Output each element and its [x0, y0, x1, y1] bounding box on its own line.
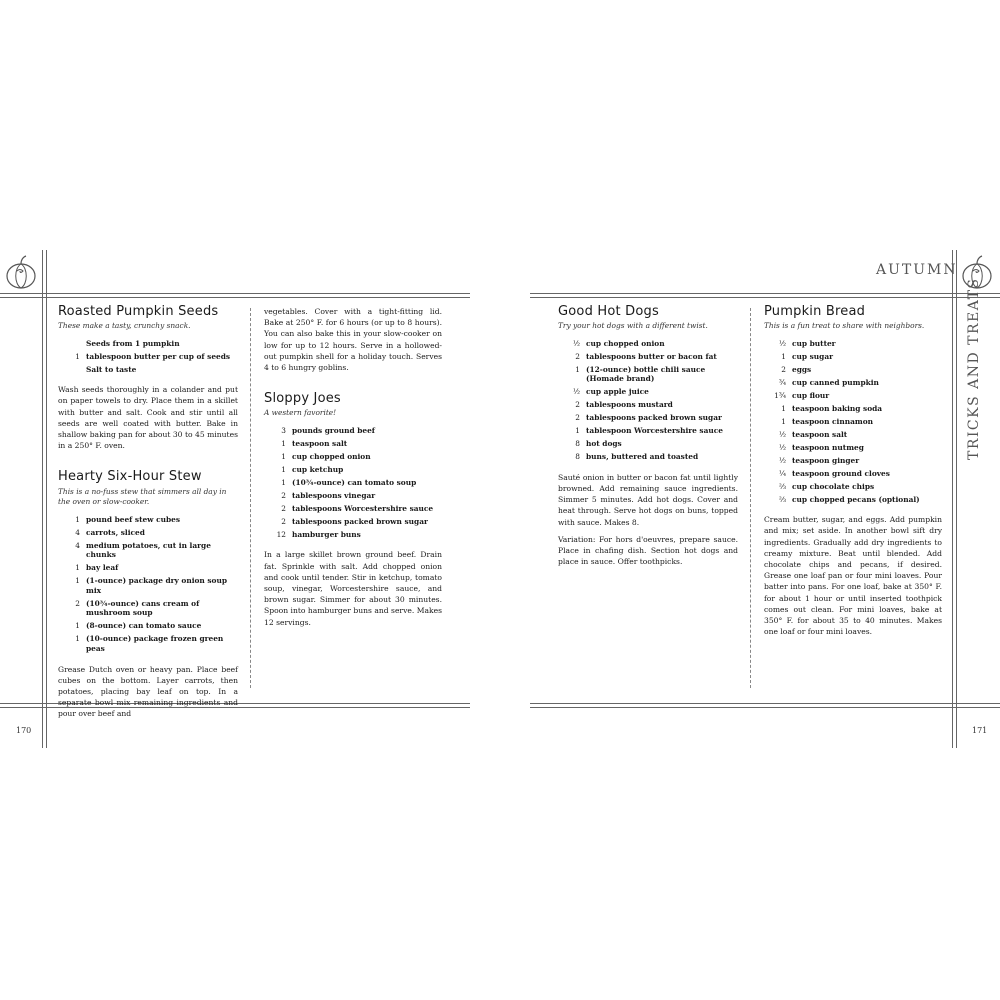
ingredient-text: tablespoons packed brown sugar — [292, 516, 428, 526]
ingredient-item — [264, 504, 442, 514]
ingredient-text: tablespoon Worcestershire sauce — [586, 426, 723, 436]
ingredient-text: cup canned pumpkin — [792, 377, 879, 387]
ingredient-item — [264, 478, 442, 488]
ingredient-item — [58, 515, 238, 525]
ingredient-qty: 1 — [75, 351, 80, 361]
ingredient-text: carrots, sliced — [86, 527, 145, 537]
ingredient-qty: 1 — [75, 576, 80, 586]
ingredient-qty: 2 — [75, 598, 80, 608]
ingredient-list — [558, 339, 738, 462]
ingredient-text: teaspoon ground cloves — [792, 468, 890, 478]
recipe-title: Hearty Six-Hour Stew — [58, 469, 202, 485]
ingredient-item — [764, 495, 942, 505]
ingredient-text: cup flour — [792, 390, 830, 400]
ingredient-qty: 2 — [575, 400, 580, 410]
ingredient-qty — [58, 339, 86, 349]
ingredient-text: pounds ground beef — [292, 425, 375, 435]
chapter-title: TRICKS AND TREATS — [966, 277, 982, 460]
ingredient-item — [558, 387, 738, 397]
right-page-side-rule — [952, 250, 957, 748]
ingredient-text: (10¾-ounce) cans cream of mushroom soup — [86, 598, 200, 618]
ingredient-qty: 8 — [575, 439, 580, 449]
ingredient-text: tablespoons Worcestershire sauce — [292, 503, 434, 513]
ingredient-item — [264, 517, 442, 527]
left-page-side-rule — [42, 250, 47, 748]
ingredient-qty: 1 — [281, 477, 286, 487]
ingredient-qty: ⅔ — [778, 481, 786, 491]
ingredient-item — [58, 365, 238, 375]
left-page-top-rule — [0, 293, 470, 298]
ingredient-qty: 1¾ — [774, 390, 786, 400]
ingredient-item — [764, 469, 942, 479]
left-column-divider — [250, 308, 251, 688]
ingredient-text: tablespoons vinegar — [292, 490, 376, 500]
ingredient-item — [558, 439, 738, 449]
ingredient-text: hot dogs — [586, 439, 622, 449]
recipe-directions: Cream butter, sugar, and eggs. Add pumpkin and mix; set aside. In another bowl sift dry ingredients. Gradually add dry ingredients to creamy mixture. Beat until blended. Add chocolate chips and pecans, if desired. Grease one loaf pan or four mini loaves. Pour batter into pans. For one loaf, bake at 350° F. for about 1 hour or until inserted toothpick comes out clean. For mini loaves, bake at 350° F. for about 35 to 40 minutes. Makes one loaf or four mini loaves. — [764, 515, 942, 637]
ingredient-item — [58, 528, 238, 538]
ingredient-item — [558, 400, 738, 410]
section-header: AUTUMN — [876, 262, 958, 278]
ingredient-text: cup butter — [792, 338, 836, 348]
ingredient-qty: 1 — [281, 438, 286, 448]
ingredient-qty: 2 — [281, 490, 286, 500]
ingredient-item — [558, 365, 738, 384]
ingredient-item — [764, 339, 942, 349]
ingredient-item — [764, 404, 942, 414]
ingredient-text: cup sugar — [792, 351, 833, 361]
ingredient-text: hamburger buns — [292, 529, 361, 539]
ingredient-qty: 2 — [575, 413, 580, 423]
ingredient-qty: 1 — [781, 403, 786, 413]
ingredient-item — [764, 443, 942, 453]
ingredient-text: cup chopped onion — [292, 451, 371, 461]
recipe-directions-continued: vegetables. Cover with a tight-fitting lid. Bake at 250° F. for 6 hours (or up to 8 hours). You can also bake this in your slow-cooker on low for up to 12 hours. Serve in a hollowed-out pumpkin shell for a holiday touch. Serves 4 to 6 hungry goblins. — [264, 307, 442, 373]
right-page-number: 171 — [972, 726, 988, 735]
ingredient-text: (10-ounce) package frozen green peas — [86, 634, 224, 653]
ingredient-text: cup ketchup — [292, 464, 344, 474]
left-column-2 — [264, 306, 442, 634]
ingredient-item — [58, 563, 238, 573]
ingredient-item — [58, 576, 238, 595]
recipe-variation: Variation: For hors d'oeuvres, prepare sauce. Place in chafing dish. Section hot dogs and place in sauce. Offer toothpicks. — [558, 534, 738, 567]
ingredient-item — [58, 621, 238, 631]
ingredient-item — [764, 391, 942, 401]
ingredient-text: teaspoon salt — [292, 438, 348, 448]
ingredient-item — [58, 541, 238, 560]
ingredient-text: Salt to taste — [86, 364, 137, 374]
ingredient-text: (1-ounce) package dry onion soup mix — [86, 576, 228, 595]
ingredient-text: cup chopped pecans (optional) — [792, 494, 920, 504]
recipe-title: Good Hot Dogs — [558, 304, 659, 319]
ingredient-text: tablespoons butter or bacon fat — [586, 351, 717, 361]
ingredient-item — [264, 491, 442, 501]
ingredient-item — [764, 417, 942, 427]
ingredient-text: tablespoons packed brown sugar — [586, 413, 722, 423]
ingredient-item — [558, 452, 738, 462]
ingredient-qty: ½ — [778, 338, 786, 348]
right-column-divider — [750, 308, 751, 688]
ingredient-item — [264, 426, 442, 436]
pumpkin-icon — [4, 254, 38, 290]
ingredient-qty: ¾ — [778, 377, 786, 387]
ingredient-qty: ½ — [778, 442, 786, 452]
left-page-number: 170 — [16, 726, 32, 735]
ingredient-text: Seeds from 1 pumpkin — [86, 338, 180, 348]
ingredient-qty: ½ — [778, 429, 786, 439]
ingredient-qty: 2 — [281, 516, 286, 526]
ingredient-qty: ¼ — [778, 468, 786, 478]
left-column-1 — [58, 306, 238, 726]
ingredient-text: teaspoon cinnamon — [792, 416, 874, 426]
ingredient-item — [764, 456, 942, 466]
ingredient-item — [58, 634, 238, 653]
recipe-directions: In a large skillet brown ground beef. Drain fat. Sprinkle with salt. Add chopped onion and cook until tender. Stir in ketchup, tomato soup, vinegar, Worcestershire sauce, and brown sugar. Simmer for about 30 minutes. Spoon into hamburger buns and serve. Makes 12 servings. — [264, 550, 442, 627]
ingredient-item — [558, 339, 738, 349]
right-page-top-rule — [530, 293, 1000, 298]
ingredient-qty: 1 — [75, 514, 80, 524]
ingredient-text: cup apple juice — [586, 387, 649, 397]
ingredient-qty: 1 — [281, 451, 286, 461]
ingredient-text: cup chocolate chips — [792, 481, 875, 491]
recipe-subtitle: These make a tasty, crunchy snack. — [58, 321, 191, 331]
ingredient-qty: ½ — [572, 387, 580, 397]
ingredient-qty: 1 — [575, 426, 580, 436]
ingredient-text: (12-ounce) bottle chili sauce (Homade brand) — [586, 364, 706, 384]
recipe-subtitle: A western favorite! — [264, 408, 337, 418]
ingredient-qty: 1 — [75, 621, 80, 631]
ingredient-item — [264, 452, 442, 462]
ingredient-qty: 1 — [781, 351, 786, 361]
ingredient-item — [764, 352, 942, 362]
recipe-directions: Sauté onion in butter or bacon fat until lightly browned. Add remaining sauce ingredients. Simmer 5 minutes. Add hot dogs. Cover and heat through. Serve hot dogs on buns, topped with sauce. Makes 8. — [558, 472, 738, 527]
recipe-title: Roasted Pumpkin Seeds — [58, 304, 219, 319]
ingredient-text: teaspoon nutmeg — [792, 442, 864, 452]
ingredient-qty: 4 — [75, 527, 80, 537]
ingredient-item — [58, 599, 238, 618]
ingredient-text: buns, buttered and toasted — [586, 452, 699, 462]
ingredient-item — [764, 378, 942, 388]
ingredient-item — [58, 352, 238, 362]
ingredient-item — [558, 352, 738, 362]
ingredient-qty: ⅔ — [778, 494, 786, 504]
ingredient-list — [764, 339, 942, 504]
ingredient-qty: 1 — [75, 563, 80, 573]
ingredient-qty: 8 — [575, 452, 580, 462]
ingredient-text: cup chopped onion — [586, 338, 665, 348]
ingredient-qty: ½ — [572, 338, 580, 348]
ingredient-qty: 1 — [281, 464, 286, 474]
ingredient-list — [58, 515, 238, 654]
ingredient-list — [58, 339, 238, 375]
ingredient-item — [58, 339, 238, 349]
ingredient-text: teaspoon baking soda — [792, 403, 883, 413]
recipe-subtitle: This is a fun treat to share with neighbors. — [764, 321, 925, 331]
ingredient-item — [264, 439, 442, 449]
ingredient-qty: 12 — [276, 529, 286, 539]
ingredient-text: teaspoon salt — [792, 429, 848, 439]
ingredient-qty: 1 — [75, 634, 80, 644]
ingredient-item — [264, 465, 442, 475]
ingredient-qty: 2 — [281, 503, 286, 513]
ingredient-item — [764, 430, 942, 440]
right-page-bottom-rule — [530, 703, 1000, 708]
ingredient-qty: 2 — [575, 351, 580, 361]
recipe-directions: Wash seeds thoroughly in a colander and put on paper towels to dry. Place them in a skillet with butter and salt. Cook and stir until all seeds are well coated with butter. Bake in shallow baking pan for about 30 to 45 minutes in a 250° F. oven. — [58, 385, 238, 451]
ingredient-qty: 3 — [281, 425, 286, 435]
ingredient-item — [558, 413, 738, 423]
ingredient-text: tablespoon butter per cup of seeds — [86, 351, 231, 361]
ingredient-text: tablespoons mustard — [586, 400, 673, 410]
ingredient-text: bay leaf — [86, 563, 119, 573]
ingredient-item — [764, 482, 942, 492]
ingredient-text: (8-ounce) can tomato sauce — [86, 621, 202, 631]
ingredient-text: pound beef stew cubes — [86, 514, 181, 524]
ingredient-text: teaspoon ginger — [792, 455, 860, 465]
ingredient-qty: ½ — [778, 455, 786, 465]
right-column-2 — [764, 306, 942, 643]
ingredient-item — [264, 530, 442, 540]
ingredient-text: (10¾-ounce) can tomato soup — [292, 477, 417, 487]
recipe-directions: Grease Dutch oven or heavy pan. Place beef cubes on the bottom. Layer carrots, then potatoes, placing bay leaf on top. In a separate bowl mix remaining ingredients and pour over beef and — [58, 664, 238, 719]
ingredient-item — [764, 365, 942, 375]
recipe-subtitle: Try your hot dogs with a different twist. — [558, 321, 708, 331]
ingredient-qty: 1 — [575, 364, 580, 374]
ingredient-list — [264, 426, 442, 539]
ingredient-qty: 1 — [781, 416, 786, 426]
recipe-title: Sloppy Joes — [264, 391, 341, 407]
ingredient-qty — [58, 365, 86, 375]
recipe-title: Pumpkin Bread — [764, 304, 866, 319]
ingredient-text: eggs — [792, 364, 812, 374]
ingredient-qty: 4 — [75, 540, 80, 550]
ingredient-text: medium potatoes, cut in large chunks — [86, 540, 211, 560]
recipe-subtitle: This is a no-fuss stew that simmers all day in the oven or slow-cooker. — [58, 486, 227, 507]
ingredient-qty: 2 — [781, 364, 786, 374]
right-column-1 — [558, 306, 738, 573]
ingredient-item — [558, 426, 738, 436]
